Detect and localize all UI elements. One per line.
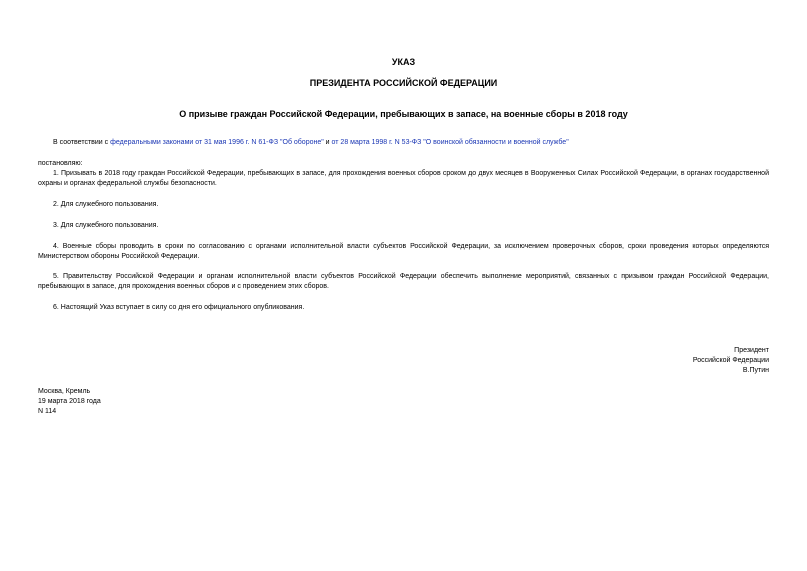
item-2: 2. Для служебного пользования. [53, 201, 159, 208]
item-6: 6. Настоящий Указ вступает в силу со дня его официального опубликования. [53, 304, 305, 311]
signature-name: В.Путин [742, 367, 769, 374]
issue-date: 19 марта 2018 года [38, 398, 101, 405]
decree-issuer: ПРЕЗИДЕНТА РОССИЙСКОЙ ФЕДЕРАЦИИ [309, 78, 498, 88]
signature-block [569, 346, 769, 376]
preamble [38, 138, 769, 148]
preamble-prefix: В соответствии с [53, 139, 109, 146]
decree-title: УКАЗ [391, 57, 416, 67]
decision-word: постановляю: [38, 160, 83, 167]
signature-country: Российской Федерации [692, 357, 769, 364]
law-link-defense[interactable]: федеральными законами от 31 мая 1996 г. N 61-ФЗ "Об обороне" [110, 139, 324, 146]
signature-title: Президент [734, 347, 769, 354]
item-4: 4. Военные сборы проводить в сроки по согласованию с органами исполнительной власти субъектов Российской Федерации, за исключением проверочных сборов, сроки проведения которых определяются Министерством обороны Российской Федерации. [38, 243, 769, 260]
issue-place: Москва, Кремль [38, 388, 91, 395]
law-link-military-duty[interactable]: от 28 марта 1998 г. N 53-ФЗ "О воинской обязанности и военной службе" [331, 139, 569, 146]
issue-info [38, 387, 101, 417]
decree-subject: О призыве граждан Российской Федерации, пребывающих в запасе, на военные сборы в 2018 году [179, 109, 628, 119]
item-3: 3. Для служебного пользования. [53, 222, 159, 229]
item-5: 5. Правительству Российской Федерации и органам исполнительной власти субъектов Российской Федерации обеспечить выполнение мероприятий, связанных с призывом граждан Российской Федерации, пребывающих в запасе, для прохождения военных сборов и с проведением этих сборов. [38, 273, 769, 290]
preamble-middle: и [325, 139, 330, 146]
item-1: 1. Призывать в 2018 году граждан Российской Федерации, пребывающих в запасе, для прохождения военных сборов сроком до двух месяцев в Вооруженных Силах Российской Федерации, в органах государственной охраны и органах федеральной службы безопасности. [38, 170, 769, 187]
issue-number: N 114 [38, 408, 57, 415]
